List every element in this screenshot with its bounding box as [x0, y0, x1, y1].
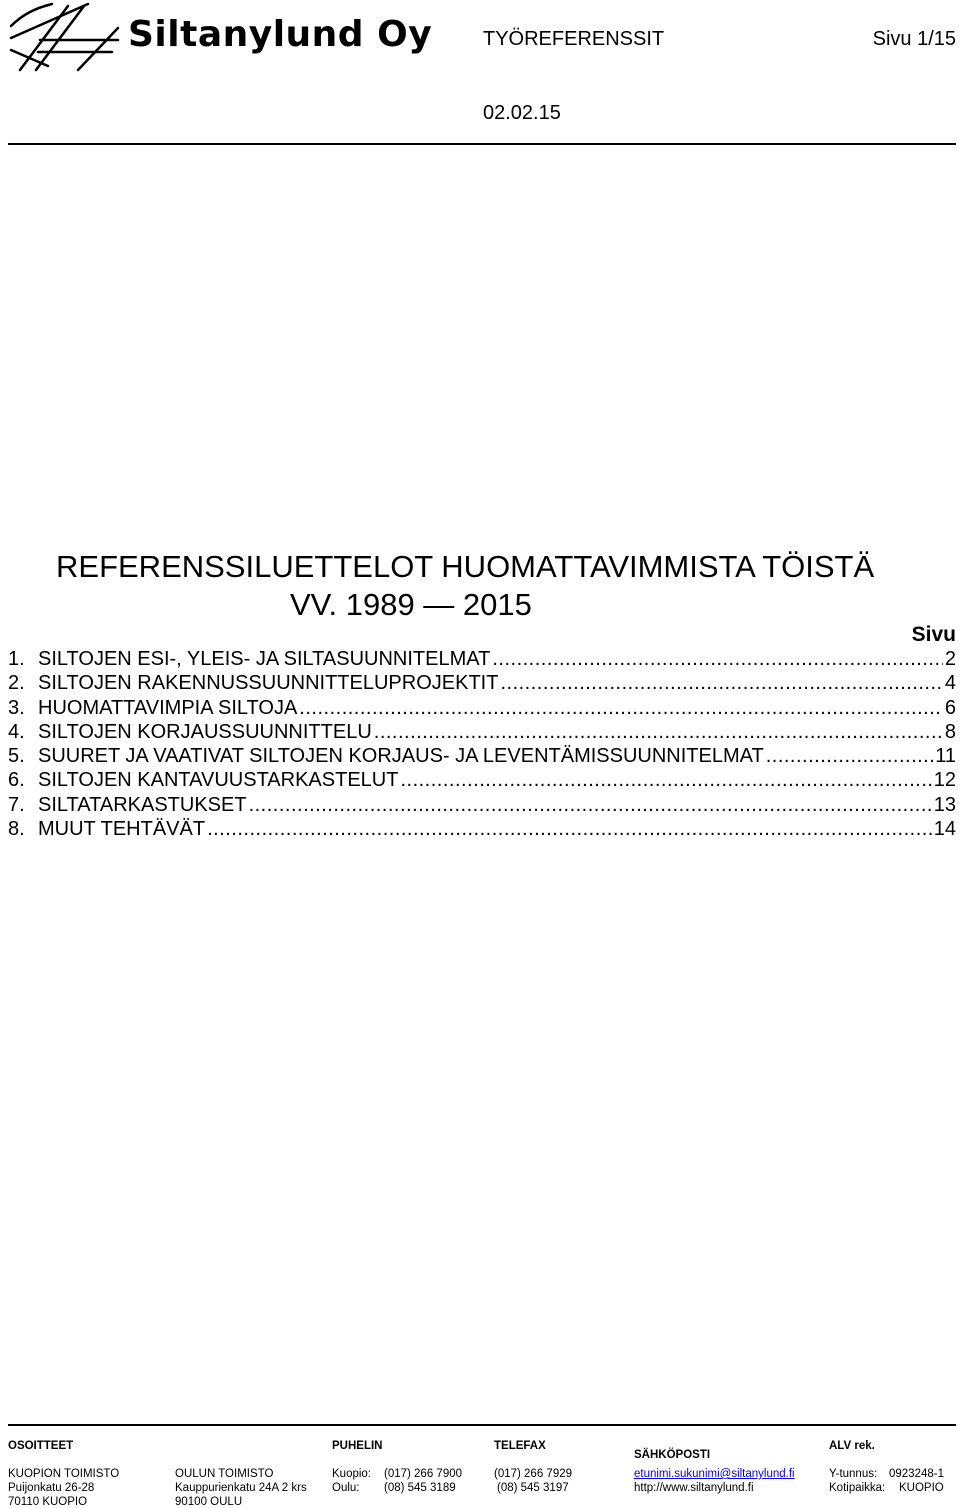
- toc-item-number: 1.: [8, 648, 25, 670]
- kuopio-office-name: KUOPION TOIMISTO: [8, 1468, 120, 1480]
- toc-leader-dots: [249, 794, 932, 817]
- toc-item-number: 7.: [8, 793, 25, 816]
- page-title: REFERENSSILUETTELOT HUOMATTAVIMMISTA TÖISTÄ: [56, 549, 875, 584]
- footer-header-email: SÄHKÖPOSTI: [634, 1449, 711, 1461]
- domicile-value: KUOPIO: [899, 1482, 944, 1494]
- phone-city-oulu: Oulu:: [332, 1482, 360, 1494]
- toc-item[interactable]: [8, 745, 956, 769]
- vat-id-label: Y-tunnus:: [829, 1468, 878, 1480]
- document-title: TYÖREFERENSSIT: [483, 28, 665, 50]
- toc-page-column-header: Sivu: [911, 623, 956, 646]
- toc-item[interactable]: [8, 794, 956, 818]
- toc-item-page: 8: [944, 720, 956, 743]
- company-name: Siltanylund Oy: [128, 14, 433, 55]
- toc-item-label: SILTOJEN KANTAVUUSTARKASTELUT: [38, 769, 399, 792]
- footer-header-vat: ALV rek.: [829, 1440, 875, 1452]
- oulu-office-postal: 90100 OULU: [175, 1496, 243, 1508]
- table-of-contents: [8, 648, 956, 842]
- toc-item-label: HUOMATTAVIMPIA SILTOJA: [38, 696, 298, 719]
- toc-item-page: 2: [944, 648, 956, 670]
- toc-item[interactable]: [8, 648, 956, 672]
- website-link[interactable]: http://www.siltanylund.fi: [634, 1482, 754, 1494]
- toc-leader-dots: [374, 721, 943, 744]
- phone-number-oulu[interactable]: (08) 545 3189: [384, 1482, 456, 1494]
- toc-item-label: SILTOJEN RAKENNUSSUUNNITTELUPROJEKTIT: [38, 672, 499, 695]
- toc-item-label: SILTATARKASTUKSET: [38, 793, 247, 816]
- toc-item-page: 14: [933, 818, 956, 841]
- toc-item-page: 6: [944, 696, 956, 719]
- toc-item-label: SILTOJEN ESI-, YLEIS- JA SILTASUUNNITELMAT: [38, 648, 491, 670]
- footer-header-addresses: OSOITTEET: [8, 1440, 74, 1452]
- oulu-office-name: OULUN TOIMISTO: [175, 1468, 274, 1480]
- toc-item-label: MUUT TEHTÄVÄT: [38, 818, 206, 841]
- toc-item[interactable]: [8, 818, 956, 842]
- toc-item-page: 11: [935, 745, 956, 768]
- page-number: Sivu 1/15: [872, 28, 956, 50]
- toc-item-number: 3.: [8, 696, 25, 719]
- vat-id-value: 0923248-1: [889, 1468, 944, 1480]
- page-subtitle: VV. 1989 — 2015: [290, 587, 532, 622]
- toc-item-number: 4.: [8, 720, 25, 743]
- kuopio-office-postal: 70110 KUOPIO: [8, 1496, 88, 1508]
- toc-item-page: 12: [933, 769, 956, 792]
- toc-item-number: 2.: [8, 672, 25, 695]
- toc-item-number: 8.: [8, 818, 25, 841]
- toc-leader-dots: [299, 697, 943, 720]
- toc-leader-dots: [400, 769, 931, 792]
- phone-city-kuopio: Kuopio:: [332, 1468, 372, 1480]
- email-link[interactable]: etunimi.sukunimi@siltanylund.fi: [634, 1468, 795, 1480]
- toc-leader-dots: [492, 648, 943, 671]
- company-logo-mark: [8, 0, 126, 76]
- toc-item-label: SUURET JA VAATIVAT SILTOJEN KORJAUS- JA LEVENTÄMISSUUNNITELMAT: [38, 745, 764, 768]
- footer-divider: [8, 1424, 956, 1426]
- toc-item[interactable]: [8, 697, 956, 721]
- toc-item-page: 4: [944, 672, 956, 695]
- toc-item[interactable]: [8, 721, 956, 745]
- header-divider: [8, 143, 956, 145]
- footer-header-fax: TELEFAX: [494, 1440, 546, 1452]
- toc-item-number: 5.: [8, 745, 25, 768]
- toc-item[interactable]: [8, 672, 956, 696]
- toc-item[interactable]: [8, 769, 956, 793]
- phone-number-kuopio[interactable]: (017) 266 7900: [384, 1468, 463, 1480]
- oulu-office-street: Kauppurienkatu 24A 2 krs: [175, 1482, 307, 1494]
- toc-leader-dots: [207, 818, 932, 841]
- fax-number-kuopio: (017) 266 7929: [494, 1468, 573, 1480]
- toc-item-page: 13: [933, 793, 956, 816]
- footer-header-phone: PUHELIN: [332, 1440, 383, 1452]
- toc-leader-dots: [500, 672, 942, 695]
- toc-item-number: 6.: [8, 769, 25, 792]
- toc-leader-dots: [766, 745, 934, 768]
- kuopio-office-street: Puijonkatu 26-28: [8, 1482, 95, 1494]
- toc-item-label: SILTOJEN KORJAUSSUUNNITTELU: [38, 720, 372, 743]
- document-date: 02.02.15: [483, 102, 561, 124]
- domicile-label: Kotipaikka:: [829, 1482, 886, 1494]
- fax-number-oulu: (08) 545 3197: [497, 1482, 569, 1494]
